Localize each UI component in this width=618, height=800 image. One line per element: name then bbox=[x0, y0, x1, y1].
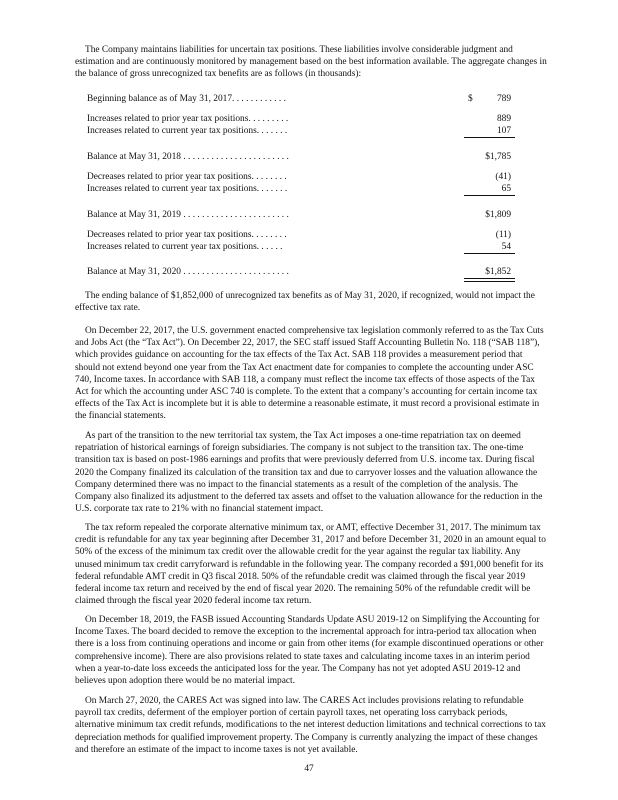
table-row: Decreases related to prior year tax positions. . . . . . . . (11) bbox=[87, 230, 511, 240]
table-row: Increases related to current year tax positions. . . . . . . 107 bbox=[87, 126, 511, 136]
subtotal-rule bbox=[464, 195, 515, 196]
subtotal-rule bbox=[464, 137, 515, 138]
tax-act-paragraph: On December 22, 2017, the U.S. government enacted comprehensive tax legislation commonly referred to as the Tax Cuts and Jobs Act (the “Tax Act”). On December 22, 2017, the SEC staff issued Staff Accounting Bulletin No. 118 (“SAB 118”), which provides guidance on accounting for the tax effects of the Tax Act. SAB 118 provides a measurement period that should not extend beyond one year from the Tax Act enactment date for companies to complete the accounting under ASC 740, Income taxes. In accordance with SAB 118, a company must reflect the income tax effects of those aspects of the Tax Act for which the accounting under ASC 740 is complete. To the extent that a company’s accounting for certain income tax effects of the Tax Act is incomplete but it is able to determine a reasonable estimate, it must record a provisional estimate in the financial statements. bbox=[75, 326, 544, 422]
ending-balance-paragraph: The ending balance of $1,852,000 of unrecognized tax benefits as of May 31, 2020, if recognized, would not impact the effective tax rate. bbox=[75, 291, 535, 314]
table-row: Increases related to current year tax positions. . . . . . . 65 bbox=[87, 184, 511, 194]
total-rule bbox=[464, 281, 515, 282]
amt-paragraph: The tax reform repealed the corporate alternative minimum tax, or AMT, effective December 31, 2017. The minimum tax credit is refundable for any tax year beginning after December 31, 2017 and before December 31, 2020 in an amount equal to 50% of the excess of the minimum tax credit over the allowable credit for the year against the regular tax liability. Any unused minimum tax credit carryforward is refundable in the following year. The company recorded a $91,000 benefit for its federal refundable AMT credit in Q3 fiscal 2018. 50% of the refundable credit was claimed through the fiscal year 2019 federal income tax return and received by the end of fiscal year 2020. The remaining 50% of the refundable credit will be claimed through the fiscal year 2020 federal income tax return. bbox=[75, 523, 546, 607]
table-row: Balance at May 31, 2020 . . . . . . . . . . . . . . . . . . . . . . . $1,852 bbox=[87, 267, 511, 277]
page-number: 47 bbox=[304, 764, 314, 774]
table-row: Increases related to current year tax positions. . . . . . 54 bbox=[87, 242, 511, 252]
subtotal-rule bbox=[464, 253, 515, 254]
transition-tax-paragraph: As part of the transition to the new territorial tax system, the Tax Act imposes a one-time repatriation tax on deemed repatriation of historical earnings of foreign subsidiaries. The company is not subject to the transition tax. The one-time transition tax is based on post-1986 earnings and profits that were previously deferred from U.S. income tax. During fiscal 2020 the Company finalized its calculation of the transition tax and due to carryover losses and the valuation allowance the Company determined there was no impact to the financial statements as a result of the completion of the analysis. The Company also finalized its adjustment to the deferred tax assets and offset to the valuation allowance for the reduction in the U.S. corporate tax rate to 21% with no financial statement impact. bbox=[75, 431, 543, 515]
asu-paragraph: On December 18, 2019, the FASB issued Accounting Standards Update ASU 2019-12 on Simplifying the Accounting for Income Taxes. The board decided to remove the exception to the incremental approach for intra-period tax allocation when there is a loss from continuing operations and income or gain from other items (for example discontinued operations or other comprehensive income). There are also provisions related to state taxes and calculating income taxes in an interim period when a year-to-date loss exceeds the anticipated loss for the year. The Company has not yet adopted ASU 2019-12 and believes upon adoption there would be no material impact. bbox=[75, 615, 544, 687]
table-row: Balance at May 31, 2018 . . . . . . . . . . . . . . . . . . . . . . . $1,785 bbox=[87, 152, 511, 162]
total-rule bbox=[464, 278, 515, 279]
table-row: Beginning balance as of May 31, 2017. . . . . . . . . . . . $ 789 bbox=[87, 94, 511, 104]
cares-act-paragraph: On March 27, 2020, the CARES Act was signed into law. The CARES Act includes provisions relating to refundable payroll tax credits, deferment of the employer portion of certain payroll taxes, net operating loss carryback periods, alternative minimum tax credit refunds, modifications to the net interest deduction limitations and technical corrections to tax depreciation methods for qualified improvement property. The Company is currently analyzing the impact of these changes and therefore an estimate of the impact to income taxes is not yet available. bbox=[75, 696, 546, 755]
intro-paragraph: The Company maintains liabilities for uncertain tax positions. These liabilities involve considerable judgment and estimation and are continuously monitored by management based on the best information available. The aggregate changes in the balance of gross unrecognized tax benefits are as follows (in thousands): bbox=[75, 45, 547, 80]
table-row: Decreases related to prior year tax positions. . . . . . . . (41) bbox=[87, 172, 511, 182]
table-row: Balance at May 31, 2019 . . . . . . . . . . . . . . . . . . . . . . . $1,809 bbox=[87, 210, 511, 220]
table-row: Increases related to prior year tax positions. . . . . . . . . 889 bbox=[87, 114, 511, 124]
